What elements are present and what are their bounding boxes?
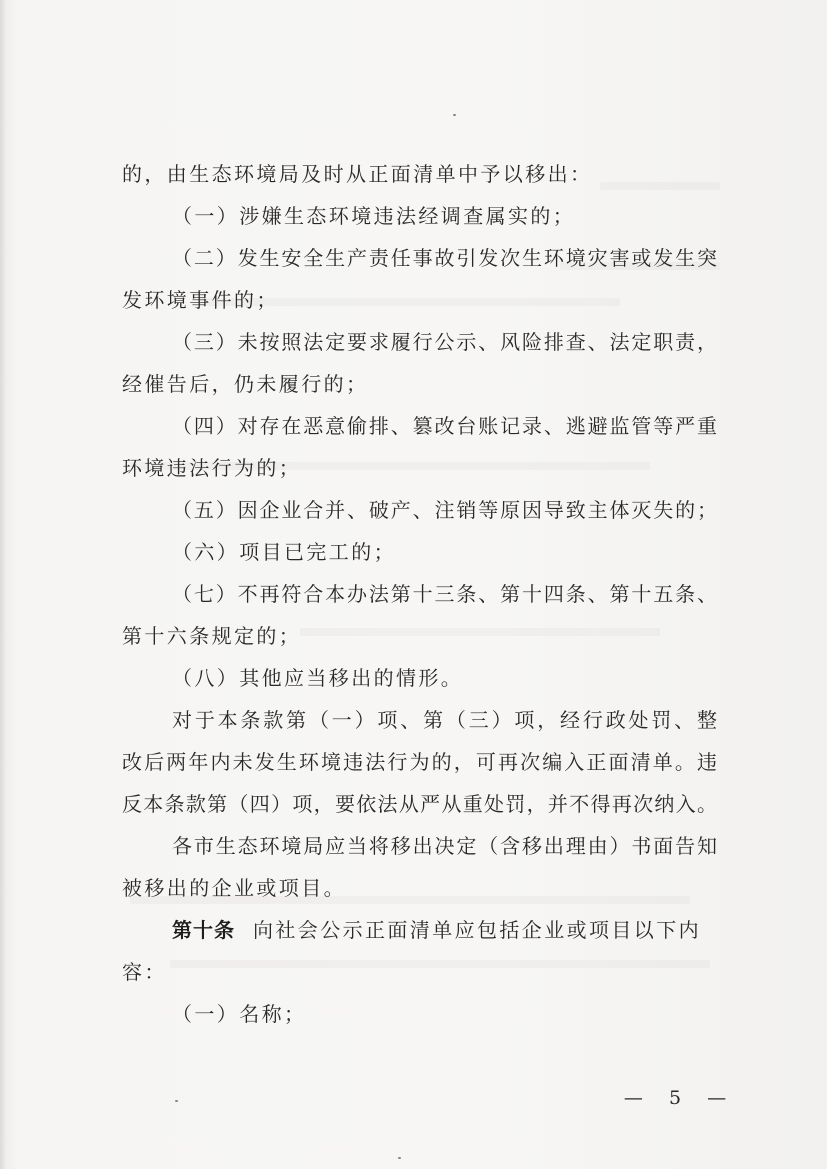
text-line: 发环境事件的； <box>122 288 279 312</box>
text-line: 改后两年内未发生环境违法行为的，可再次编入正面清单。违 <box>122 750 717 774</box>
text-line: （一）名称； <box>172 1002 307 1026</box>
text-line: （五）因企业合并、破产、注销等原因导致主体灭失的； <box>172 498 717 522</box>
text-line: 的，由生态环境局及时从正面清单中予以移出： <box>122 162 593 186</box>
page-number: — 5 — <box>623 1087 737 1109</box>
text-line: （四）对存在恶意偷排、篡改台账记录、逃避监管等严重 <box>172 414 717 438</box>
scan-speck <box>398 1157 401 1159</box>
article-heading: 第十条 <box>172 918 235 942</box>
text-line: 反本条款第（四）项，要依法从严从重处罚，并不得再次纳入。 <box>122 792 717 816</box>
scan-speck <box>175 1100 178 1102</box>
article-line <box>172 920 701 940</box>
text-line: 被移出的企业或项目。 <box>122 876 346 900</box>
text-line: 向社会公示正面清单应包括企业或项目以下内 <box>253 918 701 942</box>
text-line: 经催告后，仍未履行的； <box>122 372 369 396</box>
text-line: （六）项目已完工的； <box>172 540 396 564</box>
text-line: （八）其他应当移出的情形。 <box>172 666 464 690</box>
bleed-through-mark <box>600 182 720 190</box>
scan-speck <box>453 114 456 116</box>
text-line: 各市生态环境局应当将移出决定（含移出理由）书面告知 <box>172 834 717 858</box>
text-line: 环境违法行为的； <box>122 456 302 480</box>
page-edge-shadow <box>0 0 6 1169</box>
text-line: （一）涉嫌生态环境违法经调查属实的； <box>172 204 576 228</box>
text-line: 对于本条款第（一）项、第（三）项，经行政处罚、整 <box>172 708 717 732</box>
bleed-through-mark <box>170 960 710 968</box>
text-line: 第十六条规定的； <box>122 624 302 648</box>
text-line: 容： <box>122 960 167 984</box>
bleed-through-mark <box>300 628 660 636</box>
text-line: （七）不再符合本办法第十三条、第十四条、第十五条、 <box>172 582 717 606</box>
text-line: （三）未按照法定要求履行公示、风险排查、法定职责， <box>172 330 717 354</box>
text-line: （二）发生安全生产责任事故引发次生环境灾害或发生突 <box>172 246 717 270</box>
